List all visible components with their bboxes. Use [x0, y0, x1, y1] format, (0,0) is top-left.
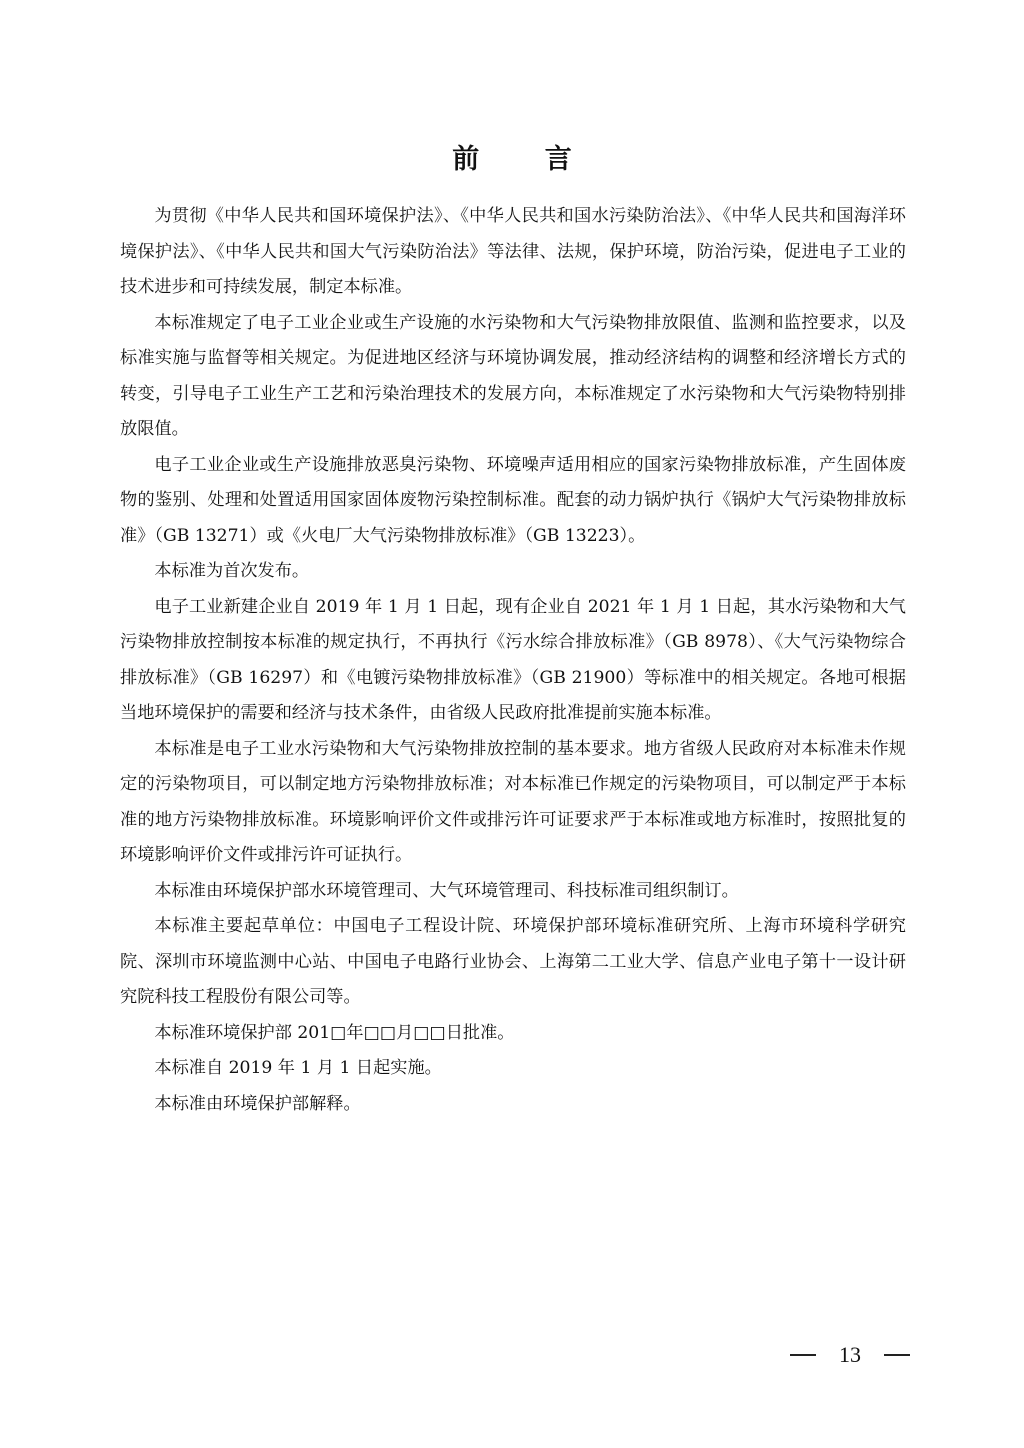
paragraph-effective-date: 本标准自 2019 年 1 月 1 日起实施。: [154, 1058, 442, 1078]
paragraph-implementation-dates: 电子工业新建企业自 2019 年 1 月 1 日起，现有企业自 2021 年 1 月 1 日起，其水污染物和大气污染物排放控制按本标准的规定执行，不再执行《污水综合排放标准》（GB 8978）、《大气污染物综合排放标准》（GB 16297）和《电镀污染物排放标准》（GB 21900）等标准中的相关规定。各地可根据当地环境保护的需要和经济与技术条件，由省级人民政府批准提前实施本标准。: [120, 596, 906, 723]
document-title: 前 言: [452, 144, 600, 176]
left-dash-divider: [790, 1354, 816, 1356]
paragraph-basic-requirements: 本标准是电子工业水污染物和大气污染物排放控制的基本要求。地方省级人民政府对本标准未作规定的污染物项目，可以制定地方污染物排放标准；对本标准已作规定的污染物项目，可以制定严于本标准的地方污染物排放标准。环境影响评价文件或排污许可证要求严于本标准或地方标准时，按照批复的环境影响评价文件或排污许可证执行。: [120, 738, 906, 865]
paragraph-approval-date: 本标准环境保护部 201□年□□月□□日批准。: [154, 1022, 515, 1043]
paragraph-applicable-standards: 电子工业企业或生产设施排放恶臭污染物、环境噪声适用相应的国家污染物排放标准，产生固体废物的鉴别、处理和处置适用国家固体废物污染控制标准。配套的动力锅炉执行《锅炉大气污染物排放标准》（GB 13271）或《火电厂大气污染物排放标准》（GB 13223）。: [120, 454, 906, 546]
page-number: 13: [839, 1342, 861, 1367]
paragraph-purpose: 为贯彻《中华人民共和国环境保护法》、《中华人民共和国水污染防治法》、《中华人民共和国海洋环境保护法》、《中华人民共和国大气污染防治法》等法律、法规，保护环境，防治污染，促进电子工业的技术进步和可持续发展，制定本标准。: [120, 206, 906, 297]
page-footer: [790, 1337, 910, 1373]
right-dash-divider: [884, 1354, 910, 1356]
paragraph-drafting-units: 本标准主要起草单位：中国电子工程设计院、环境保护部环境标准研究所、上海市环境科学研究院、深圳市环境监测中心站、中国电子电路行业协会、上海第二工业大学、信息产业电子第十一设计研究院科技工程股份有限公司等。: [120, 916, 906, 1007]
paragraph-interpretation: 本标准由环境保护部解释。: [154, 1093, 361, 1114]
paragraph-first-release: 本标准为首次发布。: [154, 561, 310, 581]
paragraph-scope: 本标准规定了电子工业企业或生产设施的水污染物和大气污染物排放限值、监测和监控要求，以及标准实施与监督等相关规定。为促进地区经济与环境协调发展，推动经济结构的调整和经济增长方式的转变，引导电子工业生产工艺和污染治理技术的发展方向，本标准规定了水污染物和大气污染物特别排放限值。: [120, 312, 906, 439]
document-body: [120, 199, 906, 1122]
paragraph-organizer: 本标准由环境保护部水环境管理司、大气环境管理司、科技标准司组织制订。: [154, 880, 739, 901]
